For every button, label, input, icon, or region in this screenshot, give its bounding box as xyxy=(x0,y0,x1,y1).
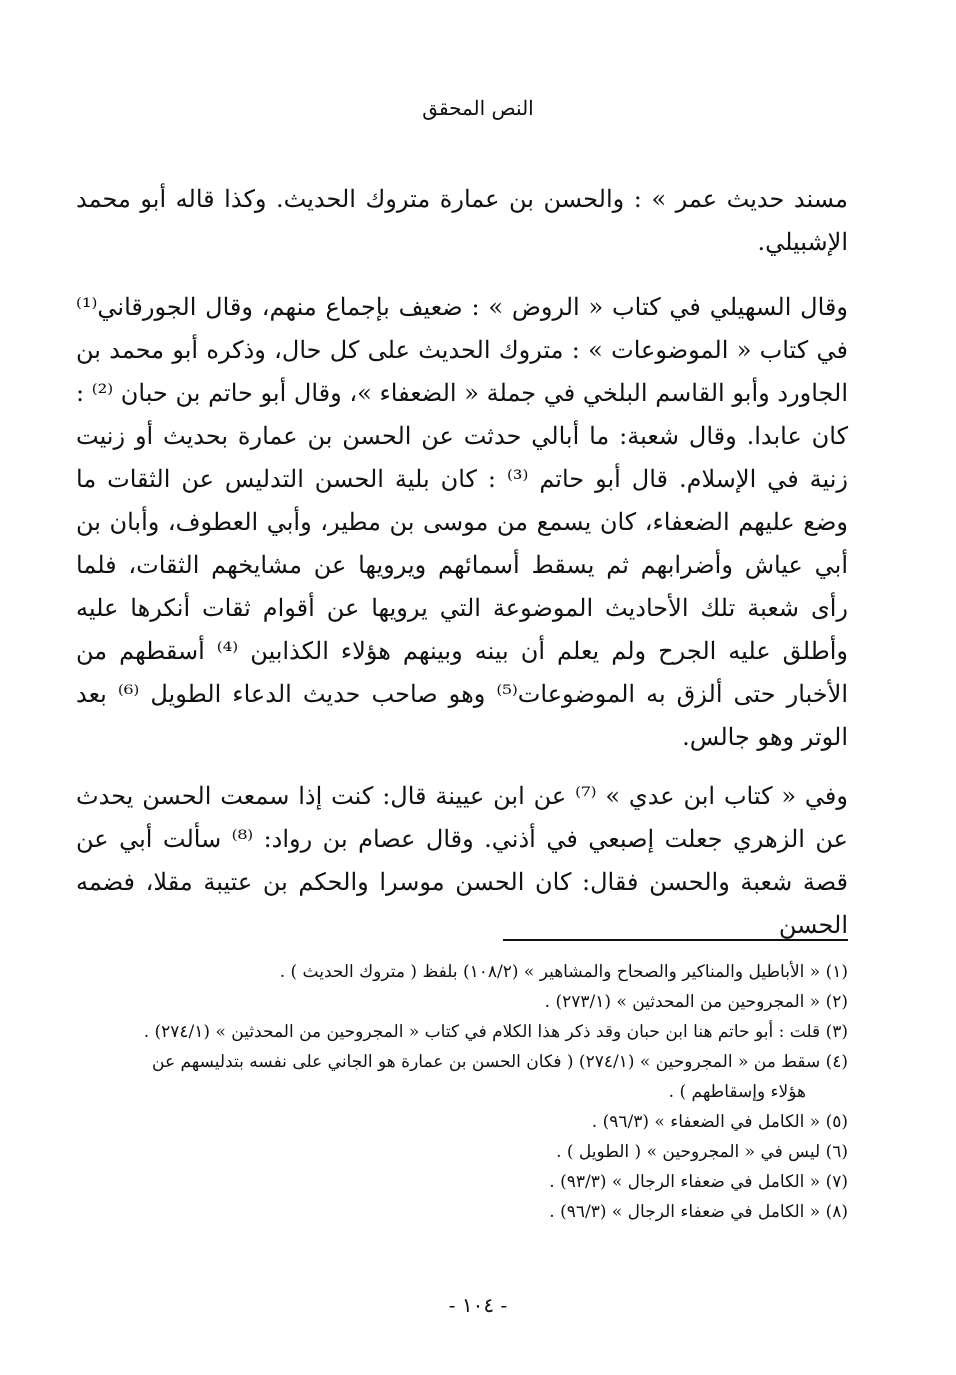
footnote-8: (٨) « الكامل في ضعفاء الرجال » (٩٦/٣) . xyxy=(549,1202,848,1222)
footnote-7: (٧) « الكامل في ضعفاء الرجال » (٩٣/٣) . xyxy=(549,1172,848,1192)
main-text xyxy=(76,178,848,947)
footnote-1: (١) « الأباطيل والمناكير والصحاح والمشاهير » (١٠٨/٢) بلفظ ( متروك الحديث ) . xyxy=(279,962,848,982)
footnote-4: (٤) سقط من « المجروحين » (٢٧٤/١) ( فكان الحسن بن عمارة هو الجاني على نفسه بتدليسهم عن xyxy=(152,1052,848,1072)
footnote-6: (٦) ليس في « المجروحين » ( الطويل ) . xyxy=(556,1142,848,1162)
footnote-5: (٥) « الكامل في الضعفاء » (٩٦/٣) . xyxy=(591,1112,848,1132)
paragraph-1: مسند حديث عمر » : والحسن بن عمارة متروك الحديث. وكذا قاله أبو محمد الإشبيلي. xyxy=(76,185,848,256)
paragraph-2: وقال السهيلي في كتاب « الروض » : ضعيف بإجماع منهم، وقال الجورقاني⁽¹⁾ في كتاب « الموضوعات » : متروك الحديث على كل حال، وذكره أبو محمد بن الجاورد وأبو القاسم البلخي في جملة « الضعفاء »، وقال أبو حاتم بن حبان ⁽²⁾ : كان عابدا. وقال شعبة: ما أبالي حدثت عن الحسن بن عمارة بحديث أو زنيت زنية في الإسلام. قال أبو حاتم ⁽³⁾ : كان بلية الحسن التدليس عن الثقات ما وضع عليهم الضعفاء، كان يسمع من موسى بن مطير، وأبي العطوف، وأبان بن أبي عياش وأضرابهم ثم يسقط أسمائهم ويرويها عن مشايخهم الثقات، فلما رأى شعبة تلك الأحاديث الموضوعة التي يرويها عن أقوام ثقات أنكرها عليه وأطلق عليه الجرح ولم يعلم أن بينه وبينهم هؤلاء الكذابين ⁽⁴⁾ أسقطهم من الأخبار حتى ألزق به الموضوعات⁽⁵⁾ وهو صاحب حديث الدعاء الطويل ⁽⁶⁾ بعد الوتر وهو جالس. xyxy=(76,293,849,751)
footnote-separator xyxy=(503,939,848,941)
page-number: - ١٠٤ - xyxy=(448,1293,508,1317)
footnote-2: (٢) « المجروحين من المحدثين » (٢٧٣/١) . xyxy=(544,992,848,1012)
page-header-title: النص المحقق xyxy=(422,96,534,120)
footnote-4-continued: هؤلاء وإسقاطهم ) . xyxy=(668,1082,806,1102)
footnote-3: (٣) قلت : أبو حاتم هنا ابن حبان وقد ذكر هذا الكلام في كتاب « المجروحين من المحدثين » (٢٧٤/١) . xyxy=(143,1022,848,1042)
paragraph-3: وفي « كتاب ابن عدي » ⁽⁷⁾ عن ابن عيينة قال: كنت إذا سمعت الحسن يحدث عن الزهري جعلت إصبعي في أذني. وقال عصام بن رواد: ⁽⁸⁾ سألت أبي عن قصة شعبة والحسن فقال: كان الحسن موسرا والحكم بن عتيبة مقلا، فضمه الحسن xyxy=(76,782,848,939)
footnotes xyxy=(76,957,848,1227)
